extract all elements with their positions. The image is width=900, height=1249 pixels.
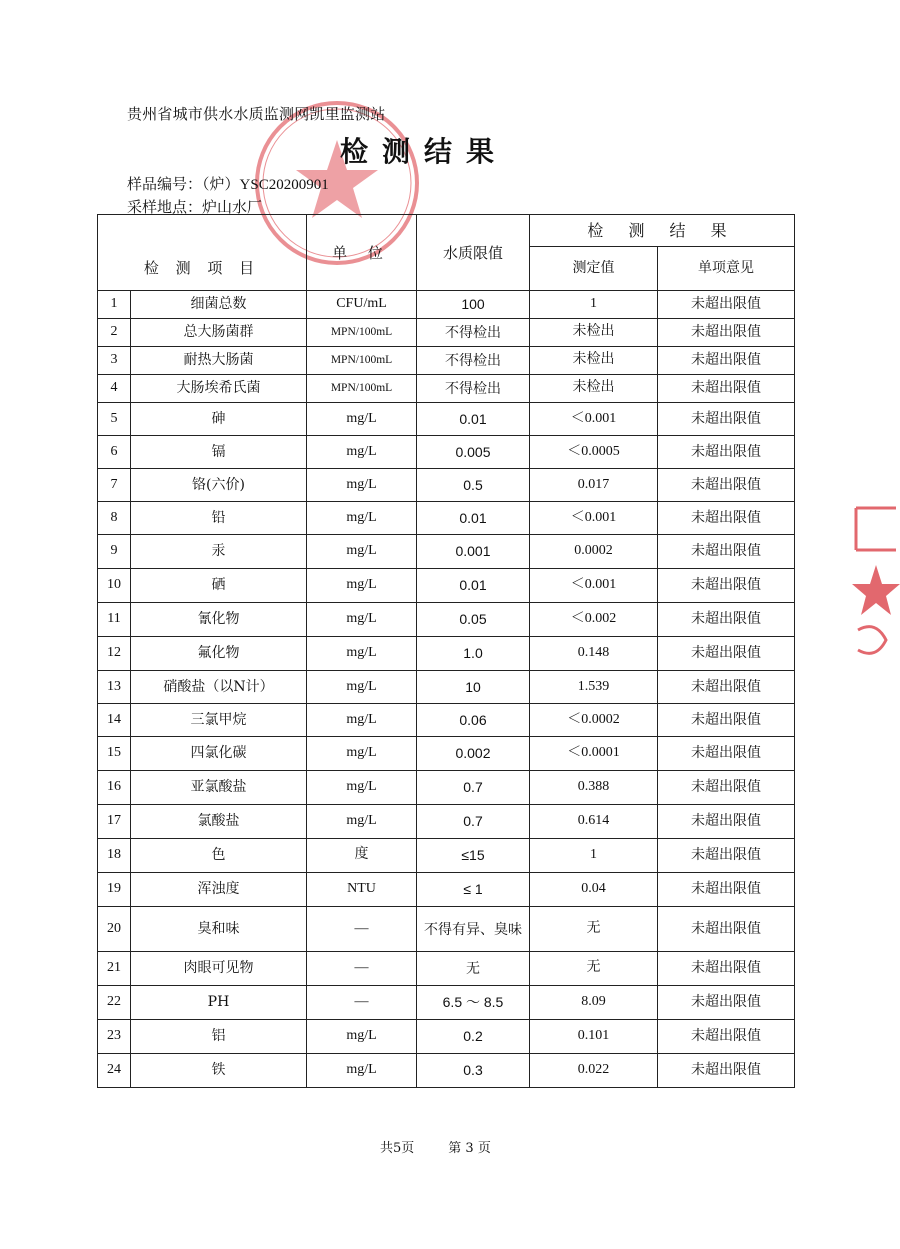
limit-cell: 不得检出 <box>417 347 530 375</box>
limit-cell: 0.06 <box>417 704 530 737</box>
opinion-cell: 未超出限值 <box>658 986 795 1020</box>
opinion-cell: 未超出限值 <box>658 436 795 469</box>
item-name-cell: 汞 <box>131 535 307 569</box>
measured-value-cell: 1.539 <box>530 671 658 704</box>
unit-cell: MPN/100mL <box>307 319 417 347</box>
limit-cell: ≤15 <box>417 839 530 873</box>
table-row <box>98 403 795 436</box>
row-number-cell: 6 <box>98 436 131 469</box>
item-name-cell: 铬(六价) <box>131 469 307 502</box>
table-row <box>98 436 795 469</box>
measured-value-cell: ＜0.0001 <box>530 737 658 771</box>
col-header-item: 检 测 项 目 <box>98 215 307 291</box>
row-number-cell: 14 <box>98 704 131 737</box>
unit-cell: mg/L <box>307 671 417 704</box>
table-row <box>98 907 795 952</box>
opinion-cell: 未超出限值 <box>658 1054 795 1088</box>
unit-cell: — <box>307 952 417 986</box>
opinion-cell: 未超出限值 <box>658 704 795 737</box>
opinion-cell: 未超出限值 <box>658 603 795 637</box>
item-name-cell: 硒 <box>131 569 307 603</box>
limit-cell: 0.01 <box>417 403 530 436</box>
measured-value-cell: ＜0.001 <box>530 569 658 603</box>
measured-value-cell: 未检出 <box>530 347 658 375</box>
item-name-cell: 砷 <box>131 403 307 436</box>
limit-cell: 0.01 <box>417 502 530 535</box>
unit-cell: 度 <box>307 839 417 873</box>
row-number-cell: 12 <box>98 637 131 671</box>
unit-cell: — <box>307 907 417 952</box>
limit-cell: 无 <box>417 952 530 986</box>
row-number-cell: 7 <box>98 469 131 502</box>
results-table <box>97 214 795 1088</box>
unit-cell: — <box>307 986 417 1020</box>
item-name-cell: 氯酸盐 <box>131 805 307 839</box>
col-header-result: 检 测 结 果 <box>530 215 795 247</box>
opinion-cell: 未超出限值 <box>658 805 795 839</box>
unit-cell: mg/L <box>307 805 417 839</box>
item-name-cell: 亚氯酸盐 <box>131 771 307 805</box>
limit-cell: 0.3 <box>417 1054 530 1088</box>
sample-number-value: YSC20200901 <box>239 177 329 193</box>
item-name-cell: 氰化物 <box>131 603 307 637</box>
opinion-cell: 未超出限值 <box>658 502 795 535</box>
item-name-cell: 铁 <box>131 1054 307 1088</box>
opinion-cell: 未超出限值 <box>658 469 795 502</box>
item-name-cell: 四氯化碳 <box>131 737 307 771</box>
measured-value-cell: 0.148 <box>530 637 658 671</box>
measured-value-cell: 1 <box>530 291 658 319</box>
unit-cell: mg/L <box>307 737 417 771</box>
item-name-cell: 大肠埃希氏菌 <box>131 375 307 403</box>
unit-cell: MPN/100mL <box>307 347 417 375</box>
opinion-cell: 未超出限值 <box>658 347 795 375</box>
item-name-cell: 浑浊度 <box>131 873 307 907</box>
item-name-cell: 铅 <box>131 502 307 535</box>
item-name-cell: 细菌总数 <box>131 291 307 319</box>
limit-cell: 1.0 <box>417 637 530 671</box>
opinion-cell: 未超出限值 <box>658 637 795 671</box>
measured-value-cell: 未检出 <box>530 375 658 403</box>
item-name-cell: 三氯甲烷 <box>131 704 307 737</box>
measured-value-cell: 0.04 <box>530 873 658 907</box>
opinion-cell: 未超出限值 <box>658 671 795 704</box>
opinion-cell: 未超出限值 <box>658 375 795 403</box>
item-name-cell: 肉眼可见物 <box>131 952 307 986</box>
table-row <box>98 375 795 403</box>
col-header-measured: 测定值 <box>530 247 658 291</box>
sample-number-label: 样品编号：（炉） <box>127 175 240 193</box>
unit-cell: mg/L <box>307 436 417 469</box>
table-row <box>98 291 795 319</box>
organization-name: 贵州省城市供水水质监测网凯里监测站 <box>127 105 386 123</box>
unit-cell: mg/L <box>307 1020 417 1054</box>
row-number-cell: 3 <box>98 347 131 375</box>
measured-value-cell: ＜0.0005 <box>530 436 658 469</box>
table-row <box>98 986 795 1020</box>
measured-value-cell: 0.614 <box>530 805 658 839</box>
total-pages: 共5页 <box>380 1141 415 1156</box>
opinion-cell: 未超出限值 <box>658 771 795 805</box>
table-row <box>98 952 795 986</box>
row-number-cell: 16 <box>98 771 131 805</box>
opinion-cell: 未超出限值 <box>658 319 795 347</box>
col-header-opinion: 单项意见 <box>658 247 795 291</box>
row-number-cell: 11 <box>98 603 131 637</box>
limit-cell: 100 <box>417 291 530 319</box>
col-header-limit: 水质限值 <box>417 215 530 291</box>
opinion-cell: 未超出限值 <box>658 873 795 907</box>
table-row <box>98 637 795 671</box>
measured-value-cell: 未检出 <box>530 319 658 347</box>
table-row <box>98 873 795 907</box>
limit-cell: 0.2 <box>417 1020 530 1054</box>
row-number-cell: 4 <box>98 375 131 403</box>
item-name-cell: 镉 <box>131 436 307 469</box>
unit-cell: mg/L <box>307 535 417 569</box>
row-number-cell: 21 <box>98 952 131 986</box>
row-number-cell: 17 <box>98 805 131 839</box>
measured-value-cell: ＜0.001 <box>530 502 658 535</box>
item-name-cell: 氟化物 <box>131 637 307 671</box>
measured-value-cell: 8.09 <box>530 986 658 1020</box>
unit-cell: mg/L <box>307 502 417 535</box>
limit-cell: 6.5 ～ 8.5 <box>417 986 530 1020</box>
item-name-cell: 总大肠菌群 <box>131 319 307 347</box>
sample-number <box>127 173 329 194</box>
table-row <box>98 1054 795 1088</box>
opinion-cell: 未超出限值 <box>658 952 795 986</box>
row-number-cell: 2 <box>98 319 131 347</box>
measured-value-cell: 0.017 <box>530 469 658 502</box>
limit-cell: 0.005 <box>417 436 530 469</box>
row-number-cell: 1 <box>98 291 131 319</box>
item-name-cell: PH <box>131 986 307 1020</box>
measured-value-cell: 0.0002 <box>530 535 658 569</box>
row-number-cell: 24 <box>98 1054 131 1088</box>
row-number-cell: 15 <box>98 737 131 771</box>
opinion-cell: 未超出限值 <box>658 737 795 771</box>
table-row <box>98 805 795 839</box>
sampling-site-value: 炉山水厂 <box>202 198 263 216</box>
unit-cell: mg/L <box>307 569 417 603</box>
opinion-cell: 未超出限值 <box>658 403 795 436</box>
measured-value-cell: ＜0.0002 <box>530 704 658 737</box>
item-name-cell: 硝酸盐（以N计） <box>131 671 307 704</box>
row-number-cell: 8 <box>98 502 131 535</box>
item-name-cell: 臭和味 <box>131 907 307 952</box>
measured-value-cell: 无 <box>530 907 658 952</box>
table-row <box>98 469 795 502</box>
table-row <box>98 704 795 737</box>
opinion-cell: 未超出限值 <box>658 839 795 873</box>
unit-cell: CFU/mL <box>307 291 417 319</box>
item-name-cell: 色 <box>131 839 307 873</box>
item-name-cell: 铝 <box>131 1020 307 1054</box>
table-row <box>98 1020 795 1054</box>
table-row <box>98 771 795 805</box>
limit-cell: 0.01 <box>417 569 530 603</box>
row-number-cell: 19 <box>98 873 131 907</box>
table-row <box>98 671 795 704</box>
row-number-cell: 23 <box>98 1020 131 1054</box>
table-row <box>98 319 795 347</box>
limit-cell: 0.002 <box>417 737 530 771</box>
limit-cell: 0.7 <box>417 771 530 805</box>
col-header-unit: 单 位 <box>307 215 417 291</box>
table-row <box>98 737 795 771</box>
limit-cell: 10 <box>417 671 530 704</box>
row-number-cell: 20 <box>98 907 131 952</box>
unit-cell: mg/L <box>307 704 417 737</box>
limit-cell: 不得检出 <box>417 375 530 403</box>
row-number-cell: 10 <box>98 569 131 603</box>
measured-value-cell: 1 <box>530 839 658 873</box>
measured-value-cell: ＜0.002 <box>530 603 658 637</box>
opinion-cell: 未超出限值 <box>658 907 795 952</box>
limit-cell: 0.001 <box>417 535 530 569</box>
report-title: 检测结果 <box>340 135 509 168</box>
unit-cell: mg/L <box>307 469 417 502</box>
measured-value-cell: 0.022 <box>530 1054 658 1088</box>
table-row <box>98 603 795 637</box>
measured-value-cell: 无 <box>530 952 658 986</box>
sampling-site-label: 采样地点： <box>127 198 203 216</box>
limit-cell: 0.7 <box>417 805 530 839</box>
page-footer <box>380 1137 525 1156</box>
limit-cell: ≤ 1 <box>417 873 530 907</box>
row-number-cell: 5 <box>98 403 131 436</box>
table-row <box>98 569 795 603</box>
row-number-cell: 9 <box>98 535 131 569</box>
row-number-cell: 18 <box>98 839 131 873</box>
opinion-cell: 未超出限值 <box>658 569 795 603</box>
unit-cell: mg/L <box>307 637 417 671</box>
measured-value-cell: ＜0.001 <box>530 403 658 436</box>
measured-value-cell: 0.101 <box>530 1020 658 1054</box>
unit-cell: mg/L <box>307 771 417 805</box>
opinion-cell: 未超出限值 <box>658 535 795 569</box>
row-number-cell: 22 <box>98 986 131 1020</box>
limit-cell: 不得有异、臭味 <box>417 907 530 952</box>
measured-value-cell: 0.388 <box>530 771 658 805</box>
opinion-cell: 未超出限值 <box>658 291 795 319</box>
limit-cell: 0.5 <box>417 469 530 502</box>
row-number-cell: 13 <box>98 671 131 704</box>
table-row <box>98 502 795 535</box>
limit-cell: 不得检出 <box>417 319 530 347</box>
unit-cell: MPN/100mL <box>307 375 417 403</box>
current-page: 第 3 页 <box>448 1141 491 1156</box>
unit-cell: mg/L <box>307 603 417 637</box>
unit-cell: mg/L <box>307 1054 417 1088</box>
unit-cell: NTU <box>307 873 417 907</box>
unit-cell: mg/L <box>307 403 417 436</box>
edge-seal-stamp <box>846 500 900 670</box>
limit-cell: 0.05 <box>417 603 530 637</box>
table-row <box>98 839 795 873</box>
table-row <box>98 347 795 375</box>
table-row <box>98 535 795 569</box>
opinion-cell: 未超出限值 <box>658 1020 795 1054</box>
item-name-cell: 耐热大肠菌 <box>131 347 307 375</box>
